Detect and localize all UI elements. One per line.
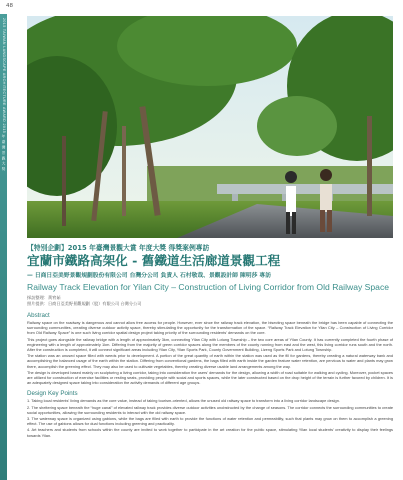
abstract-paragraph: This project goes alongside the railway bridge with a length of approximately 3km, connecting Yilan City with Lotung Township – the two core areas of Yilan County. It has currently completed the fourth phase of engineering with a length of approximately 1km. Differing from the majority of green corridor spaces along the members of the county running from east and the west, this living corridor runs south and the north. After the construction is completed, it will connect significant areas including Yilan City, Yilan Sports Park, County Government Building, Lizeng Sports Park and Lotung Township. bbox=[27, 336, 393, 353]
article-subtitle-zh: — 日商日亞美野景觀規劃股份有限公司 台灣分公司 負責人 石村敬哉、景觀設計師 陳明莎 專訪 bbox=[27, 273, 271, 279]
page-number: 48 bbox=[6, 3, 13, 9]
design-key-item: 4. Art teachers and students from schools within the county are invited to work together to participate in the art creation for the public space, stimulating Yilan local students' creativity to display their feelings towards Yilan. bbox=[27, 427, 393, 438]
abstract-paragraph: The station was an unused space filled with weeds prior to development. A portion of the great quantity of earth within the station was used as the fill for gardens, thereby creating a natural waterway bank and accomplishing the balanced usage of the earth within the station. Differing from conventional gardens, the bags filled with earth inside the garden feature water retention, are pervious to water and plants may grow there, accomplish the greening effect. They may also be used to cultivate vegetables, thereby creating diverse usable land arrangements among the way. bbox=[27, 353, 393, 369]
abstract-heading: Abstract bbox=[27, 312, 50, 319]
design-keys-heading: Design Key Points bbox=[27, 390, 78, 398]
side-publication-label: 2015 TAIWAN LANDSCAPE ARCHITECTURE AWARD 2015 年 臺 灣 景 觀 大 獎 bbox=[2, 18, 6, 171]
article-title-zh: 宜蘭市鐵路高架化 - 舊鐵道生活廊道景觀工程 bbox=[27, 253, 281, 268]
credit-interview: 採訪整理：黃宥茹 bbox=[27, 295, 61, 300]
hero-photo bbox=[27, 16, 393, 238]
feature-tag-line: 【特別企劃】2015 年臺灣景觀大賞 年度大獎 得獎案例專訪 bbox=[27, 244, 210, 252]
abstract-paragraph: Railway space on the roadway is dangerous and cannot allow free access for people. However, ever since the railway track elevation, the bisecting space beneath the bridge has been capable of connecting the surrounding communities, creating diverse outdoor activity space, thereby stimulating the opportunity for the transformation of the space. “Railway Track Elevation for Yilan City – Construction of Living Corridor from Old Railway Space” is one such living corridor spatial design project taking priority of the surrounding residents' demands on the core. bbox=[27, 320, 393, 336]
credit-photo: 照片提供：日商日亞美野景觀規劃（股）有限公司 台灣分公司 bbox=[27, 301, 142, 306]
article-body bbox=[27, 242, 393, 439]
design-key-item: 3. The waterway space is organized using gabions, while the bags are filled with earth to provide the functions of water retention and permeability, such that plants may grow on them to accomplish a greening effect. The use of gabions allows for dual functions including greening and practicality. bbox=[27, 416, 393, 427]
abstract-paragraph: The design is developed based mainly on sculpturing a living corridor, taking into consideration the users' demands for the design, allowing a width of road suitable for walking and cycling. Moreover, pocket spaces are utilized for construction of exercise facilities or resting seats, providing people with social and sports spaces, while the later constructed based on the drop height of the terrain is further favored by children. It is an adequately designed space taking into consideration the activity demands of different age groups. bbox=[27, 369, 393, 386]
design-key-item: 2. The sheltering space beneath the “huge canal” of elevated railway track provides diverse outdoor activities unobstructed by the change of seasons. The corridor connects the surrounding communities to create social opportunities, allowing the surrounding residents to interact with the old railway space. bbox=[27, 404, 393, 415]
design-key-item: 1. Taking local residents' living demands as the core value, instead of taking tourism-oriented, allows the unused old railway space to transform into a living corridor landscape design. bbox=[27, 398, 340, 404]
article-title-en: Railway Track Elevation for Yilan City – Construction of Living Corridor from Old Railway Space bbox=[27, 282, 390, 292]
